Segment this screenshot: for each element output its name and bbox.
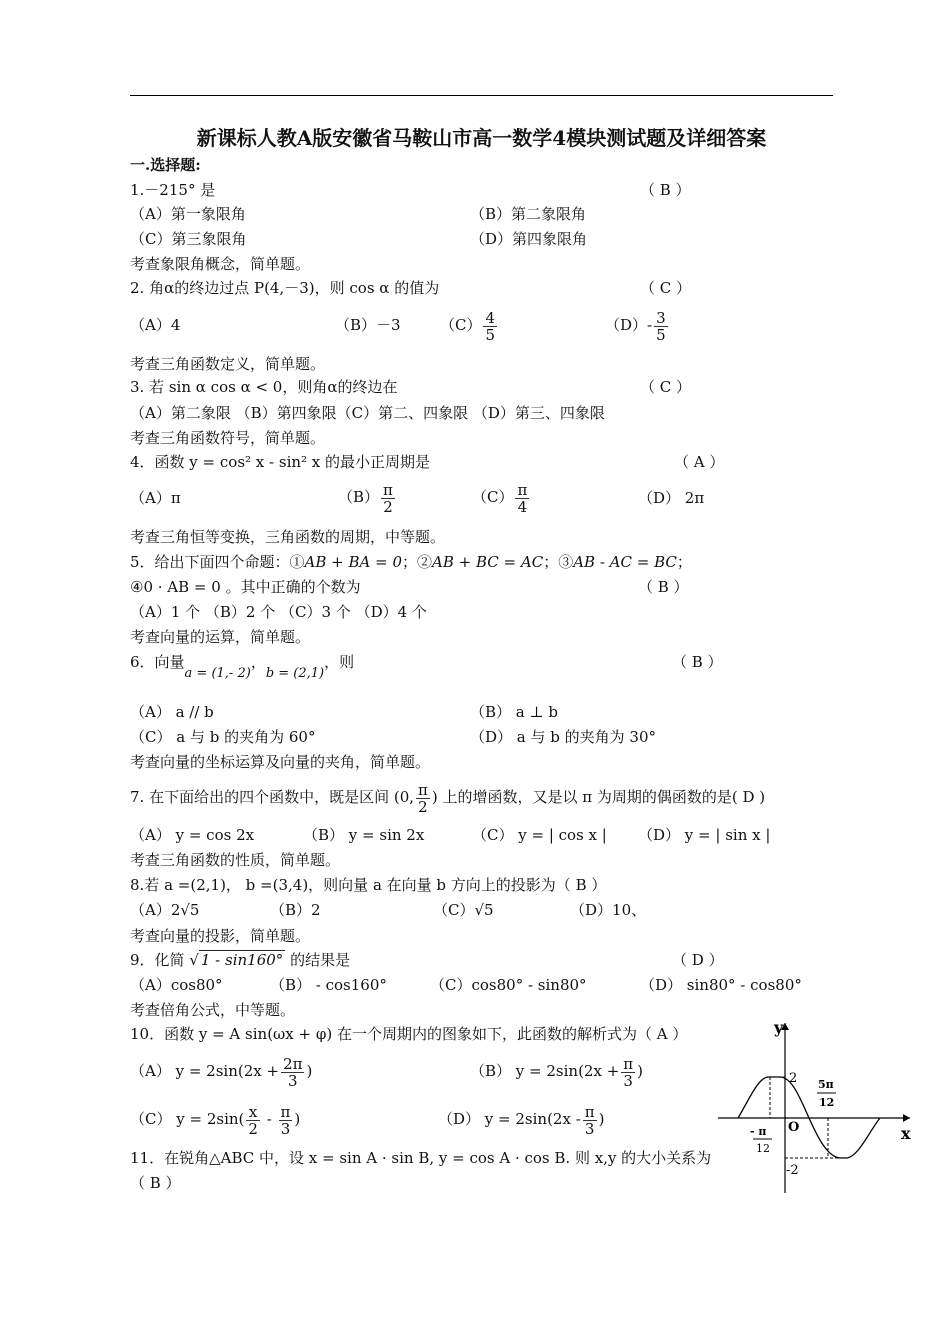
- q7-option-c: （C） y = | cos x |: [472, 826, 607, 844]
- q9-option-d: （D） sin80° - cos80°: [640, 976, 802, 994]
- q4-stem: 4．函数 y = cos² x - sin² x 的最小正周期是: [130, 453, 431, 471]
- q1-option-a: （A）第一象限角: [130, 205, 246, 223]
- q11-stem: 11．在锐角△ABC 中，设 x = sin A · sin B, y = cos A · cos B. 则 x,y 的大小关系为: [130, 1149, 712, 1167]
- q10-stem: 10．函数 y = A sin(ωx + φ) 在一个周期内的图象如下，此函数的解析式为（ A ）: [130, 1025, 688, 1043]
- q2-option-a: （A）4: [130, 316, 181, 334]
- q5-answer: （ B ）: [638, 578, 689, 596]
- q9-option-a: （A）cos80°: [130, 976, 223, 994]
- x-left-num: - π: [750, 1125, 767, 1138]
- q6-option-a: （A） a // b: [130, 703, 214, 721]
- q4-option-d: （D） 2π: [638, 489, 705, 507]
- q2-answer: （ C ）: [640, 279, 692, 297]
- q6-option-c: （C） a 与 b 的夹角为 60°: [130, 728, 316, 746]
- q1-option-d: （D）第四象限角: [470, 230, 588, 248]
- q4-option-c: （C） $\frac{\pi}{4}$: [472, 480, 528, 516]
- q8-option-d: （D）10、: [570, 901, 647, 919]
- q1-answer: （ B ）: [640, 181, 691, 199]
- q7-note: 考查三角函数的性质，简单题。: [130, 851, 341, 869]
- x-axis-label: x: [901, 1124, 911, 1143]
- header-rule: [130, 95, 833, 96]
- q2-option-b: （B）－3: [335, 316, 401, 334]
- q3-options: （A）第二象限 （B）第四象限（C）第二、四象限 （D）第三、四象限: [130, 404, 605, 422]
- origin-label: O: [788, 1120, 800, 1135]
- q10-option-b: （B） y = 2sin(2x + $\frac{\pi}{3}$ ): [470, 1054, 643, 1090]
- q7-option-b: （B） y = sin 2x: [303, 826, 425, 844]
- q9-stem: 9．化简 √ 1 - sin160° 的结果是: [130, 951, 351, 969]
- x-left-den: 12: [756, 1142, 770, 1155]
- q6-stem: 6．向量a = (1,- 2)，b = (2,1)，则: [130, 653, 355, 681]
- ymin-label: -2: [786, 1163, 799, 1178]
- q9-note: 考查倍角公式，中等题。: [130, 1001, 296, 1019]
- q5-note: 考查向量的运算，简单题。: [130, 628, 311, 646]
- q3-answer: （ C ）: [640, 378, 692, 396]
- q4-option-a: （A）π: [130, 489, 181, 507]
- q7-option-d: （D） y = | sin x |: [638, 826, 771, 844]
- q6-option-d: （D） a 与 b 的夹角为 30°: [470, 728, 656, 746]
- q1-option-c: （C）第三象限角: [130, 230, 247, 248]
- q4-option-b: （B） $\frac{\pi}{2}$: [338, 480, 393, 516]
- q9-option-c: （C）cos80° - sin80°: [430, 976, 587, 994]
- section-heading: 一.选择题:: [130, 156, 201, 174]
- q6-note: 考查向量的坐标运算及向量的夹角，简单题。: [130, 753, 431, 771]
- x-axis-arrow: [903, 1114, 910, 1122]
- q1-note: 考查象限角概念，简单题。: [130, 255, 311, 273]
- q2-option-c: （C） $\frac{4}{5}$: [440, 308, 496, 344]
- q4-note: 考查三角恒等变换，三角函数的周期，中等题。: [130, 528, 446, 546]
- q8-option-b: （B）2: [270, 901, 321, 919]
- q8-option-c: （C）√5: [433, 901, 494, 919]
- q7-stem: 7. 在下面给出的四个函数中，既是区间 (0, $\frac{\pi}{2}$ ) 上的增函数，又是以 π 为周期的偶函数的是( D ): [130, 780, 766, 816]
- q4-answer: （ A ）: [674, 453, 725, 471]
- sine-graph: [710, 1015, 920, 1200]
- q1-option-b: （B）第二象限角: [470, 205, 587, 223]
- q2-note: 考查三角函数定义，简单题。: [130, 355, 326, 373]
- q8-note: 考查向量的投影，简单题。: [130, 927, 311, 945]
- q8-option-a: （A）2√5: [130, 901, 200, 919]
- page-title: 新课标人教A版安徽省马鞍山市高一数学4模块测试题及详细答案: [196, 126, 767, 150]
- q5-options: （A）1 个 （B）2 个 （C）3 个 （D）4 个: [130, 603, 427, 621]
- y-axis-label: y: [774, 1018, 784, 1037]
- q2-option-d: （D）- $\frac{3}{5}$: [605, 308, 666, 344]
- q7-option-a: （A） y = cos 2x: [130, 826, 255, 844]
- q1-stem: 1.－215° 是: [130, 181, 216, 199]
- q8-stem: 8.若 a =(2,1)， b =(3,4)，则向量 a 在向量 b 方向上的投影为（ B ）: [130, 876, 607, 894]
- q9-answer: （ D ）: [672, 951, 724, 969]
- q2-stem: 2. 角α的终边过点 P(4,－3)，则 cos α 的值为: [130, 279, 440, 297]
- q3-stem: 3. 若 sin α cos α < 0，则角α的终边在: [130, 378, 398, 396]
- q3-note: 考查三角函数符号，简单题。: [130, 429, 326, 447]
- ymax-label: 2: [789, 1071, 798, 1086]
- q10-option-d: （D） y = 2sin(2x - $\frac{\pi}{3}$ ): [438, 1102, 605, 1138]
- q10-option-a: （A） y = 2sin(2x + $\frac{2\pi}{3}$ ): [130, 1054, 313, 1090]
- x-right-den: 12: [819, 1096, 835, 1109]
- q5-line2: ④0 · AB = 0 。其中正确的个数为: [130, 578, 361, 596]
- q5-stem: 5．给出下面四个命题：①AB + BA = 0；②AB + BC = AC；③AB - AC = BC；: [130, 553, 692, 571]
- x-right-num: 5π: [818, 1078, 834, 1091]
- q9-option-b: （B） - cos160°: [270, 976, 387, 994]
- q10-option-c: （C） y = 2sin( $\frac{x}{2}$ - $\frac{\pi}{3}$ ): [130, 1102, 301, 1138]
- q6-answer: （ B ）: [672, 653, 723, 671]
- q11-answer: （ B ）: [130, 1174, 181, 1192]
- q6-option-b: （B） a ⊥ b: [470, 703, 558, 721]
